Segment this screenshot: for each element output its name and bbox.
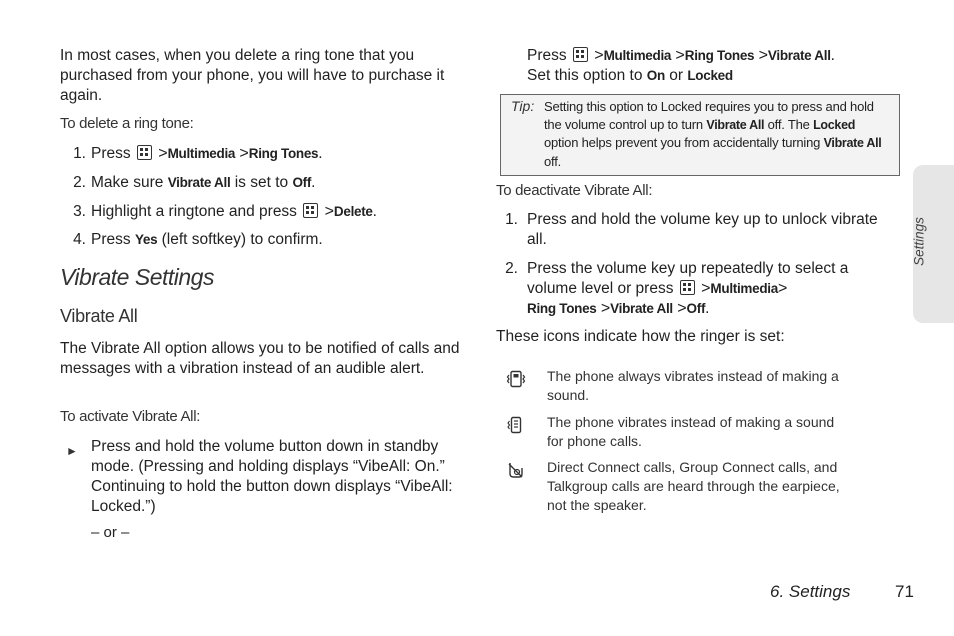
step-text: Press and hold the volume key up to unlock vibrate all.	[527, 211, 878, 248]
menu-key-label: Ring Tones	[248, 146, 319, 161]
vibrate-calls-icon	[506, 415, 526, 435]
arrow-icon: >	[594, 47, 604, 64]
subsection-title: Vibrate All	[60, 306, 138, 326]
menu-key-label: Off	[292, 175, 312, 190]
page-number: 71	[895, 582, 914, 601]
arrow-icon: >	[324, 203, 334, 220]
arrow-icon: >	[239, 145, 249, 162]
step-text: or	[669, 67, 684, 84]
menu-key-label: Vibrate All	[706, 117, 765, 132]
icon-row-vibrate-calls	[506, 413, 846, 453]
step-number: 1.	[505, 211, 518, 228]
step-text: Make sure	[91, 174, 164, 191]
step-number: 1.	[73, 145, 86, 162]
menu-key-label: Off	[686, 301, 706, 316]
step-text: Press	[527, 47, 567, 64]
menu-key-label: Ring Tones	[527, 301, 597, 316]
earpiece-icon	[506, 460, 526, 480]
tip-label: Tip:	[511, 98, 535, 114]
menu-key-icon	[303, 203, 318, 218]
activate-heading: To activate Vibrate All:	[60, 408, 201, 425]
vibrate-always-icon	[506, 369, 526, 389]
intro-paragraph: In most cases, when you delete a ring tone that you purchased from your phone, you will have to purchase it again.	[60, 47, 445, 104]
step-number: 3.	[73, 203, 86, 220]
menu-key-icon	[137, 145, 152, 160]
tip-text-part: off.	[544, 154, 562, 170]
menu-key-label: Vibrate All	[610, 301, 673, 316]
menu-key-label: Vibrate All	[167, 175, 231, 190]
punct: .	[318, 145, 323, 162]
step-text: Press	[91, 231, 131, 248]
tip-text	[544, 98, 889, 171]
menu-key-icon	[680, 280, 695, 295]
bullet-arrow-icon: ►	[66, 444, 78, 458]
step-text: Press	[91, 145, 131, 162]
punct: .	[830, 47, 835, 64]
menu-key-label: Multimedia	[710, 281, 778, 296]
option-label: Locked	[687, 68, 733, 83]
icon-description: The phone vibrates instead of making a sound for phone calls.	[547, 414, 835, 449]
footer-section-name: 6. Settings	[770, 582, 851, 601]
menu-key-label: Multimedia	[167, 146, 236, 161]
step-text: (left softkey) to confirm.	[161, 231, 323, 248]
menu-key-label: Vibrate All	[823, 136, 882, 151]
arrow-icon: >	[777, 280, 788, 297]
arrow-icon: >	[158, 145, 168, 162]
menu-key-icon	[573, 47, 588, 62]
menu-key-label: Ring Tones	[684, 48, 755, 63]
arrow-icon: >	[675, 47, 685, 64]
vibrate-description: The Vibrate All option allows you to be notified of calls and messages with a vibration instead of an audible alert.	[60, 340, 460, 377]
arrow-icon: >	[677, 300, 687, 317]
menu-key-label: Delete	[333, 204, 373, 219]
step-number: 2.	[73, 174, 86, 191]
icon-description: Direct Connect calls, Group Connect calls, and Talkgroup calls are heard through the earpiece, not the speaker.	[547, 459, 840, 513]
tip-text-part: option helps prevent you from accidentally turning	[544, 135, 821, 151]
step-text: is set to	[234, 174, 289, 191]
side-tab-label: Settings	[911, 217, 927, 266]
step-text: Press the volume key up repeatedly to select a volume level or press	[527, 260, 849, 297]
step-text: Highlight a ringtone and press	[91, 203, 297, 220]
delete-heading: To delete a ring tone:	[60, 115, 194, 132]
continued-step	[527, 46, 907, 86]
punct: .	[372, 203, 377, 220]
arrow-icon: >	[701, 280, 711, 297]
step-number: 2.	[505, 260, 518, 277]
step-number: 4.	[73, 231, 86, 248]
icon-row-earpiece	[506, 458, 846, 518]
icon-description: The phone always vibrates instead of making a sound.	[547, 368, 839, 403]
step-text: Set this option to	[527, 67, 643, 84]
deactivate-heading: To deactivate Vibrate All:	[496, 182, 653, 199]
punct: .	[705, 300, 710, 317]
icon-row-vibrate-always	[506, 367, 846, 407]
tip-text-part: Setting this option to Locked requires you to press and hold the volume control up to turn	[544, 99, 874, 132]
bullet-text: Press and hold the volume button down in standby mode. (Pressing and holding displays “VibeAll: On.” Continuing to hold the button down displays “VibeAll: Locked.”)	[91, 438, 453, 515]
arrow-icon: >	[758, 47, 768, 64]
punct: .	[311, 174, 316, 191]
section-title: Vibrate Settings	[60, 264, 214, 290]
tip-box	[500, 94, 900, 176]
icons-intro: These icons indicate how the ringer is set:	[496, 328, 785, 345]
menu-key-label: Multimedia	[603, 48, 672, 63]
arrow-icon: >	[600, 300, 611, 317]
or-separator: – or –	[91, 524, 130, 541]
option-label: On	[646, 68, 665, 83]
menu-key-label: Vibrate All	[767, 48, 831, 63]
tip-text-part: off. The	[767, 116, 810, 132]
menu-key-label: Locked	[813, 117, 856, 132]
softkey-label: Yes	[134, 232, 158, 247]
